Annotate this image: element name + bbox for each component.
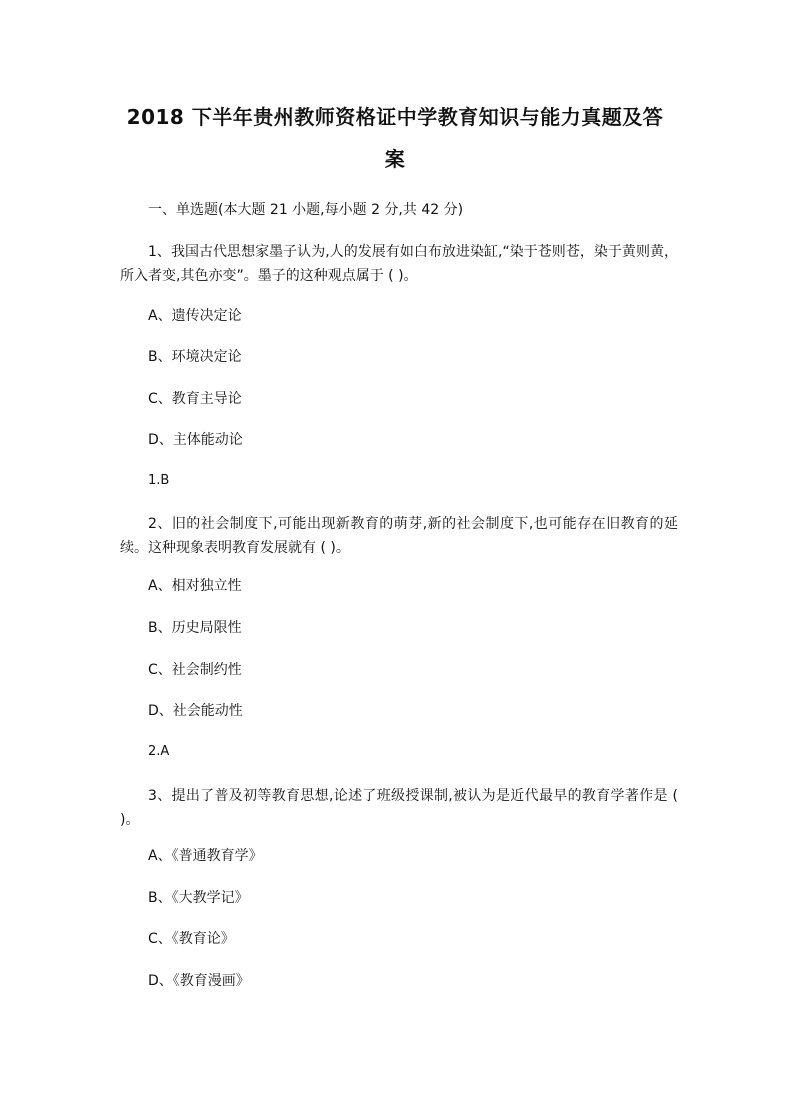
question-2-stem: 2、旧的社会制度下,可能出现新教育的萌芽,新的社会制度下,也可能存在旧教育的延续。这种现象表明教育发展就有 ( )。	[120, 516, 678, 556]
question-1-option-a: A、遗传决定论	[148, 308, 242, 324]
question-1-stem: 1、我国古代思想家墨子认为,人的发展有如白布放进染缸,“染于苍则苍，染于黄则黄，所入者变,其色亦变”。墨子的这种观点属于 ( )。	[120, 244, 678, 284]
question-3-option-d: D、《教育漫画》	[148, 973, 250, 989]
question-1-option-b: B、环境决定论	[148, 349, 242, 365]
question-2-option-d: D、社会能动性	[148, 703, 243, 719]
question-3-option-c: C、《教育论》	[148, 931, 235, 947]
question-3-option-b: B、《大教学记》	[148, 890, 249, 906]
document-title-line-2: 案	[384, 147, 406, 171]
question-2-answer: 2.A	[148, 744, 170, 759]
question-2-option-c: C、社会制约性	[148, 662, 242, 678]
question-2-option-a: A、相对独立性	[148, 578, 242, 594]
document-title-line-1: 2018 下半年贵州教师资格证中学教育知识与能力真题及答	[126, 105, 664, 129]
question-2-option-b: B、历史局限性	[148, 620, 242, 636]
question-3-stem: 3、提出了普及初等教育思想,论述了班级授课制,被认为是近代最早的教育学著作是 ( )。	[120, 788, 678, 828]
question-3-option-a: A、《普通教育学》	[148, 848, 263, 864]
question-1-answer: 1.B	[148, 473, 170, 488]
question-1-option-c: C、教育主导论	[148, 391, 242, 407]
section-heading: 一、单选题(本大题 21 小题,每小题 2 分,共 42 分)	[148, 202, 464, 218]
question-1-option-d: D、主体能动论	[148, 432, 243, 448]
